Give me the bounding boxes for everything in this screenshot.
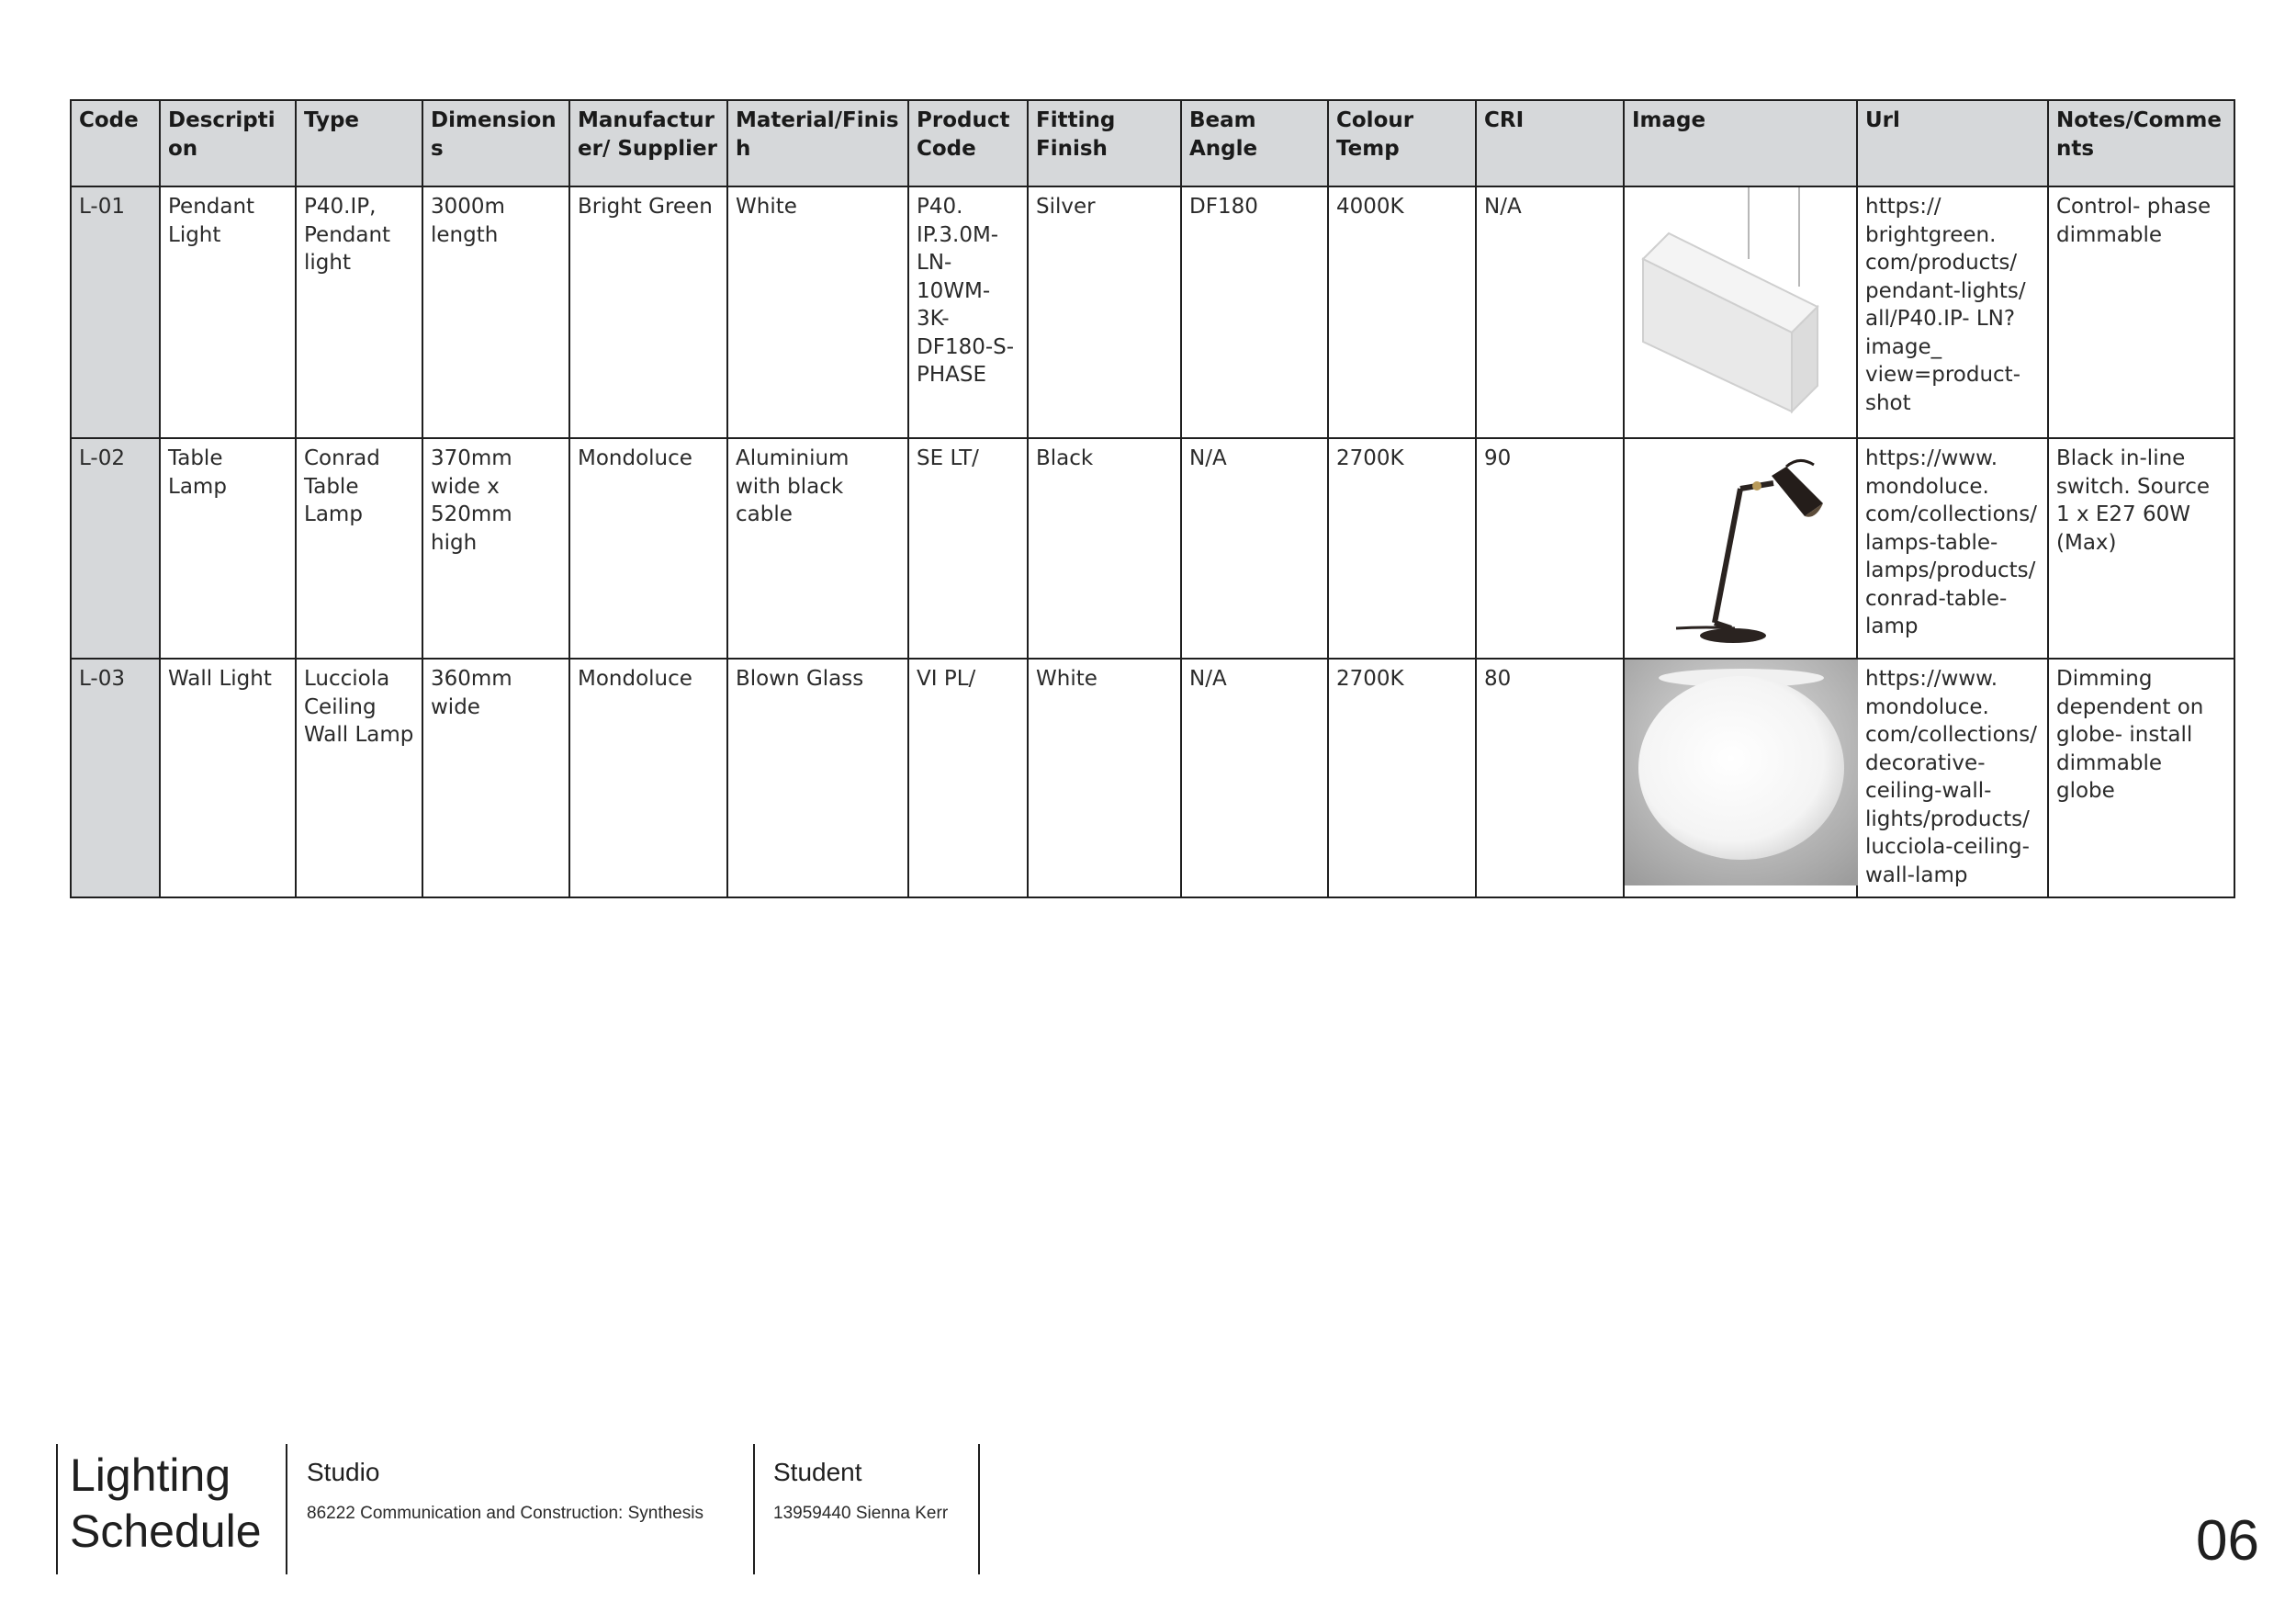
cell-image bbox=[1624, 659, 1857, 897]
cell-product-code: P40. IP.3.0M- LN- 10WM- 3K- DF180-S- PHASE bbox=[908, 186, 1028, 438]
cell-manufacturer: Mondoluce bbox=[569, 438, 727, 659]
cell-image bbox=[1624, 186, 1857, 438]
cell-fitting-finish: Black bbox=[1028, 438, 1181, 659]
cell-cri: 80 bbox=[1476, 659, 1624, 897]
cell-fitting-finish: White bbox=[1028, 659, 1181, 897]
cell-code: L-01 bbox=[71, 186, 160, 438]
wall-lamp-photo bbox=[1625, 660, 1858, 897]
title-block-divider bbox=[753, 1444, 755, 1574]
cell-dimensions: 3000m length bbox=[422, 186, 569, 438]
cell-dimensions: 370mm wide x 520mm high bbox=[422, 438, 569, 659]
cell-product-code: SE LT/ bbox=[908, 438, 1028, 659]
cell-cri: 90 bbox=[1476, 438, 1624, 659]
column-header-notes: Notes/Comments bbox=[2048, 100, 2234, 186]
column-header-type: Type bbox=[296, 100, 422, 186]
page-title bbox=[70, 1448, 262, 1560]
cell-description: Wall Light bbox=[160, 659, 296, 897]
cell-url: https:// brightgreen. com/products/ pendant-lights/ all/P40.IP- LN?image_ view=product- shot bbox=[1857, 186, 2048, 438]
cell-url: https://www. mondoluce. com/collections/ lamps-table- lamps/products/ conrad-table- lamp bbox=[1857, 438, 2048, 659]
table-row bbox=[71, 659, 2234, 897]
cell-image bbox=[1624, 438, 1857, 659]
cell-colour-temp: 2700K bbox=[1328, 438, 1476, 659]
cell-notes: Control- phase dimmable bbox=[2048, 186, 2234, 438]
column-header-material: Material/Finish bbox=[727, 100, 908, 186]
cell-type: Conrad Table Lamp bbox=[296, 438, 422, 659]
title-block-divider bbox=[56, 1444, 58, 1574]
table-header-row bbox=[71, 100, 2234, 186]
cell-code: L-03 bbox=[71, 659, 160, 897]
studio-label: Studio bbox=[307, 1458, 380, 1486]
column-header-colour-temp: Colour Temp bbox=[1328, 100, 1476, 186]
cell-dimensions: 360mm wide bbox=[422, 659, 569, 897]
column-header-cri: CRI bbox=[1476, 100, 1624, 186]
title-block-divider bbox=[978, 1444, 980, 1574]
column-header-dimensions: Dimensions bbox=[422, 100, 569, 186]
cell-notes: Black in-line switch. Source 1 x E27 60W (Max) bbox=[2048, 438, 2234, 659]
table-row bbox=[71, 186, 2234, 438]
column-header-manufacturer: Manufacturer/ Supplier bbox=[569, 100, 727, 186]
cell-type: Lucciola Ceiling Wall Lamp bbox=[296, 659, 422, 897]
cell-beam-angle: N/A bbox=[1181, 659, 1328, 897]
column-header-beam-angle: Beam Angle bbox=[1181, 100, 1328, 186]
cell-manufacturer: Mondoluce bbox=[569, 659, 727, 897]
column-header-code: Code bbox=[71, 100, 160, 186]
cell-beam-angle: N/A bbox=[1181, 438, 1328, 659]
cell-description: Table Lamp bbox=[160, 438, 296, 659]
column-header-product-code: Product Code bbox=[908, 100, 1028, 186]
cell-colour-temp: 4000K bbox=[1328, 186, 1476, 438]
cell-colour-temp: 2700K bbox=[1328, 659, 1476, 897]
column-header-description: Description bbox=[160, 100, 296, 186]
cell-product-code: VI PL/ bbox=[908, 659, 1028, 897]
cell-material: Blown Glass bbox=[727, 659, 908, 897]
cell-type: P40.IP, Pendant light bbox=[296, 186, 422, 438]
cell-fitting-finish: Silver bbox=[1028, 186, 1181, 438]
title-block-divider bbox=[286, 1444, 287, 1574]
cell-url: https://www. mondoluce. com/collections/ decorative- ceiling-wall- lights/products/ lucciola-ceiling- wall-lamp bbox=[1857, 659, 2048, 897]
table-row bbox=[71, 438, 2234, 659]
cell-material: White bbox=[727, 186, 908, 438]
column-header-url: Url bbox=[1857, 100, 2048, 186]
student-value: 13959440 Sienna Kerr bbox=[773, 1504, 949, 1523]
cell-cri: N/A bbox=[1476, 186, 1624, 438]
student-label: Student bbox=[773, 1458, 862, 1486]
cell-code: L-02 bbox=[71, 438, 160, 659]
lighting-schedule-table bbox=[70, 99, 2235, 898]
cell-description: Pendant Light bbox=[160, 186, 296, 438]
cell-manufacturer: Bright Green bbox=[569, 186, 727, 438]
column-header-image: Image bbox=[1624, 100, 1857, 186]
studio-value: 86222 Communication and Construction: Synthesis bbox=[307, 1504, 703, 1523]
cell-material: Aluminium with black cable bbox=[727, 438, 908, 659]
page-number: 06 bbox=[2196, 1509, 2259, 1573]
cell-notes: Dimming dependent on globe- install dimmable globe bbox=[2048, 659, 2234, 897]
column-header-fitting-finish: Fitting Finish bbox=[1028, 100, 1181, 186]
cell-beam-angle: DF180 bbox=[1181, 186, 1328, 438]
page-title-line-2: Schedule bbox=[70, 1506, 262, 1557]
table-lamp-photo bbox=[1625, 439, 1858, 658]
pendant-light-photo bbox=[1625, 187, 1858, 437]
page-title-line-1: Lighting bbox=[70, 1449, 231, 1501]
